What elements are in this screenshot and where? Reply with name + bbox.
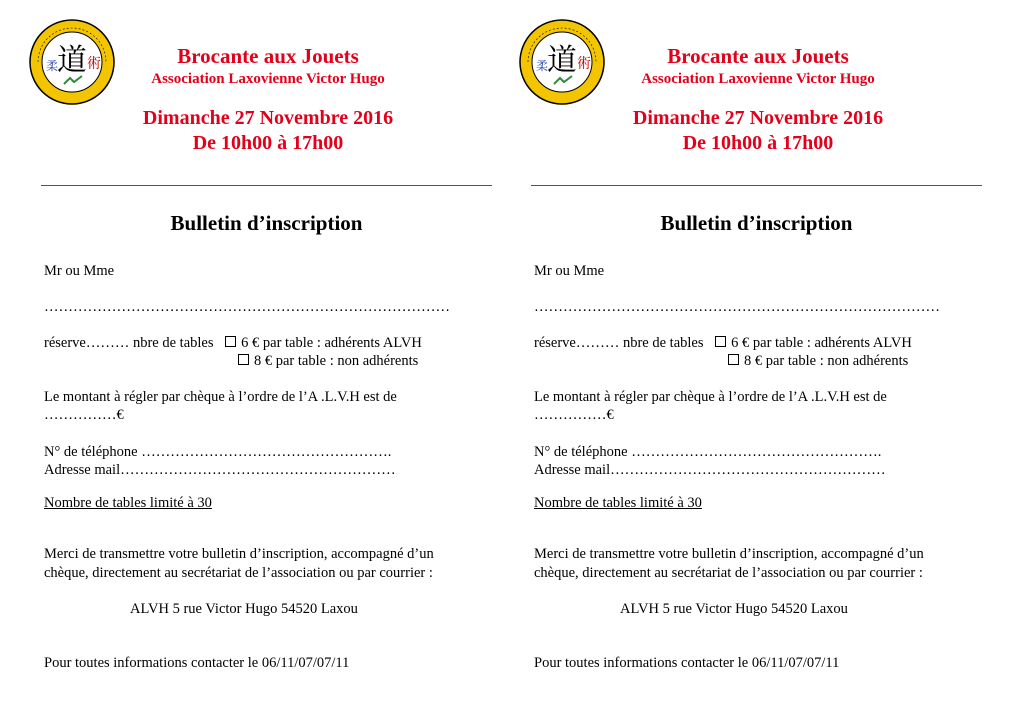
reserve-row (44, 334, 422, 352)
association-logo (28, 18, 116, 106)
postal-address: ALVH 5 rue Victor Hugo 54520 Laxou (130, 601, 358, 617)
merci-text-2: chèque, directement au secrétariat de l’association ou par courrier : (534, 565, 923, 581)
checkbox-member[interactable] (715, 336, 726, 347)
reserve-label: réserve……… nbre de tables (534, 335, 704, 351)
phone-field[interactable]: N° de téléphone ……………………………………………. (44, 444, 392, 460)
option-nonmember-row (238, 352, 418, 370)
logo-kanji-side: 術 (577, 56, 591, 72)
amount-text-1: Le montant à régler par chèque à l’ordre de l’A .L.V.H est de (44, 389, 397, 405)
contact-info: Pour toutes informations contacter le 06/11/07/07/11 (534, 655, 840, 671)
association-name: Association Laxovienne Victor Hugo (641, 71, 875, 87)
checkbox-member[interactable] (225, 336, 236, 347)
bulletin-heading: Bulletin d’inscription (170, 211, 363, 235)
merci-text-1: Merci de transmettre votre bulletin d’inscription, accompagné d’un (44, 546, 434, 562)
reserve-row (534, 334, 912, 352)
table-limit-note: Nombre de tables limité à 30 (534, 495, 702, 511)
logo-kanji-main: 道 (547, 43, 577, 78)
flyer-title: Brocante aux Jouets (177, 44, 359, 68)
option-member-label: 6 € par table : adhérents ALVH (731, 335, 912, 351)
name-field[interactable]: ………………………………………………………………………… (534, 299, 940, 315)
bulletin-heading: Bulletin d’inscription (660, 211, 853, 235)
logo-kanji-main: 道 (57, 43, 87, 78)
option-member-label: 6 € par table : adhérents ALVH (241, 335, 422, 351)
merci-text-2: chèque, directement au secrétariat de l’association ou par courrier : (44, 565, 433, 581)
logo-kanji-left: 柔 (45, 59, 59, 73)
event-date: Dimanche 27 Novembre 2016 (142, 107, 394, 129)
option-nonmember-label: 8 € par table : non adhérents (254, 353, 419, 369)
merci-text-1: Merci de transmettre votre bulletin d’inscription, accompagné d’un (534, 546, 924, 562)
logo-kanji-left: 柔 (535, 59, 549, 73)
flyer-title: Brocante aux Jouets (667, 44, 849, 68)
phone-field[interactable]: N° de téléphone ……………………………………………. (534, 444, 882, 460)
option-nonmember-label: 8 € par table : non adhérents (744, 353, 909, 369)
flyer-right (514, 0, 984, 725)
amount-field[interactable]: ……………€ (534, 407, 614, 423)
checkbox-nonmember[interactable] (238, 354, 249, 365)
amount-field[interactable]: ……………€ (44, 407, 124, 423)
flyer-left (24, 0, 494, 725)
event-date: Dimanche 27 Novembre 2016 (632, 107, 884, 129)
divider (531, 185, 982, 186)
event-hours: De 10h00 à 17h00 (682, 132, 834, 154)
email-field[interactable]: Adresse mail………………………………………………… (534, 462, 886, 478)
postal-address: ALVH 5 rue Victor Hugo 54520 Laxou (620, 601, 848, 617)
association-name: Association Laxovienne Victor Hugo (151, 71, 385, 87)
association-logo (518, 18, 606, 106)
name-field[interactable]: ………………………………………………………………………… (44, 299, 450, 315)
divider (41, 185, 492, 186)
event-hours: De 10h00 à 17h00 (192, 132, 344, 154)
table-limit-note: Nombre de tables limité à 30 (44, 495, 212, 511)
checkbox-nonmember[interactable] (728, 354, 739, 365)
email-field[interactable]: Adresse mail………………………………………………… (44, 462, 396, 478)
reserve-label: réserve……… nbre de tables (44, 335, 214, 351)
logo-kanji-side: 術 (87, 56, 101, 72)
contact-info: Pour toutes informations contacter le 06/11/07/07/11 (44, 655, 350, 671)
option-nonmember-row (728, 352, 908, 370)
civility-field[interactable]: Mr ou Mme (44, 263, 115, 279)
civility-field[interactable]: Mr ou Mme (534, 263, 605, 279)
amount-text-1: Le montant à régler par chèque à l’ordre de l’A .L.V.H est de (534, 389, 887, 405)
